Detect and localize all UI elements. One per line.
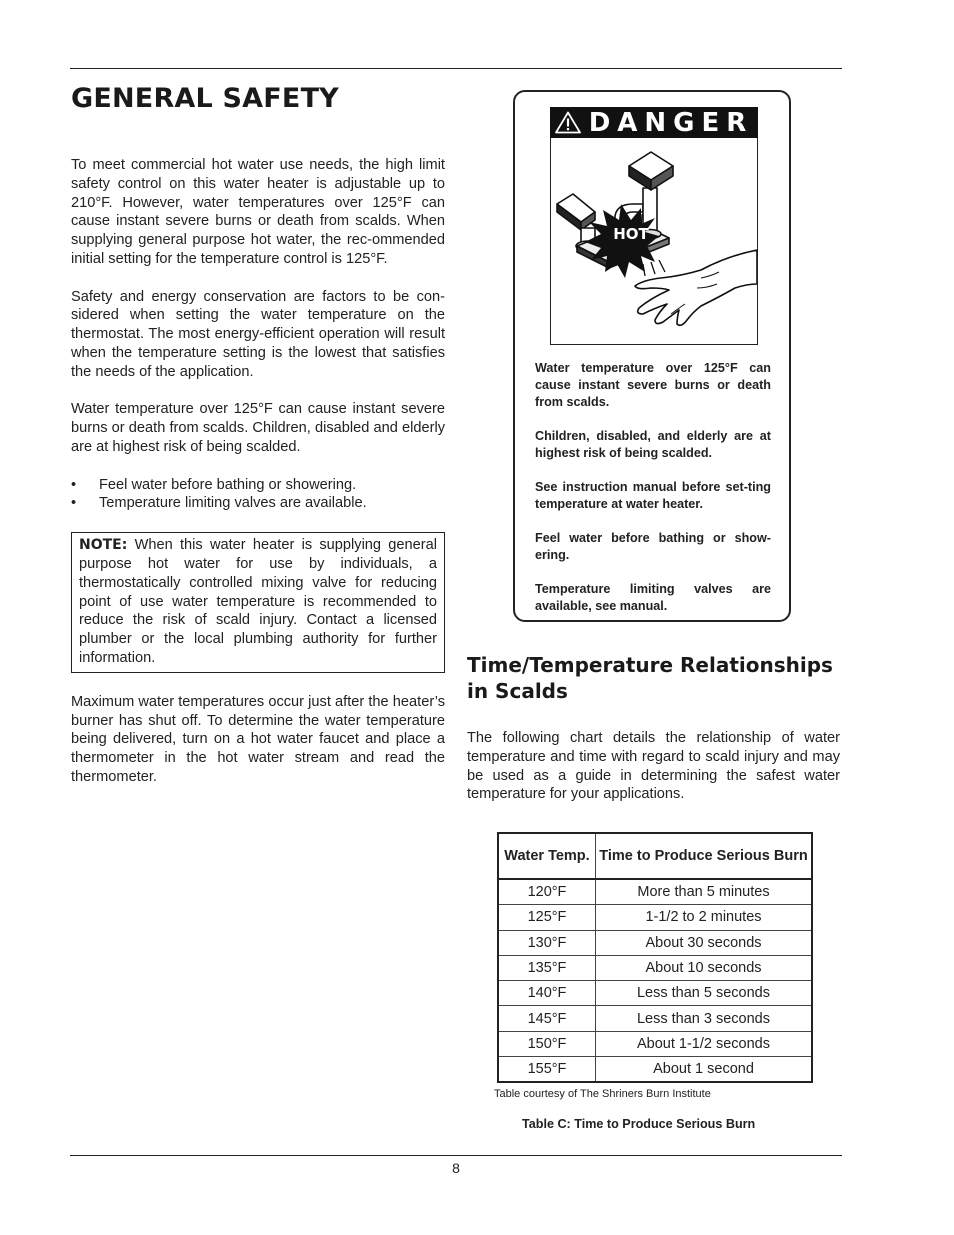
paragraph: Water temperature over 125°F can cause instant severe burns or death from scalds. Children, disabled and elderly are at highest risk of being scalded. — [71, 401, 445, 455]
section-intro: The following chart details the relationship of water temperature and time with regard to scald injury and may be used as a guide in determining the safest water temperature for your applications. — [467, 730, 840, 803]
danger-message: See instruction manual before set-ting temperature at water heater. — [535, 480, 771, 511]
time-cell: More than 5 minutes — [596, 879, 813, 905]
table-row — [498, 905, 812, 930]
note-box — [71, 532, 445, 673]
table-header-row — [498, 833, 812, 879]
page-number: 8 — [452, 1160, 460, 1176]
note-label: NOTE: — [79, 537, 128, 554]
header-rule — [70, 68, 842, 69]
table-row — [498, 930, 812, 955]
bullet-icon: • — [71, 495, 77, 512]
temp-cell: 150°F — [498, 1031, 596, 1056]
list-item-text: Temperature limiting valves are available. — [99, 495, 367, 512]
time-cell: About 10 seconds — [596, 955, 813, 980]
hot-label: HOT — [613, 225, 649, 243]
temp-cell: 125°F — [498, 905, 596, 930]
paragraph: Maximum water temperatures occur just after the heater’s burner has shut off. To determine the water temperature being delivered, turn on a hot water faucet and place a thermometer in the hot water stream and read the thermometer. — [71, 693, 445, 785]
footer-rule — [70, 1155, 842, 1156]
temp-cell: 145°F — [498, 1006, 596, 1031]
warning-triangle-icon — [555, 111, 581, 134]
page-title: GENERAL SAFETY — [71, 83, 339, 114]
scald-illustration — [550, 138, 758, 345]
temp-cell: 155°F — [498, 1057, 596, 1083]
danger-message: Children, disabled, and elderly are at highest risk of being scalded. — [535, 429, 771, 460]
left-column — [71, 156, 445, 806]
danger-message: Water temperature over 125°F can cause instant severe burns or death from scalds. — [535, 361, 771, 409]
table-row — [498, 1031, 812, 1056]
danger-messages — [535, 360, 771, 615]
temp-cell: 135°F — [498, 955, 596, 980]
column-header: Water Temp. — [498, 833, 596, 879]
paragraph: To meet commercial hot water use needs, the high limit safety control on this water heater is adjustable up to 210°F. However, water temperatures over 125°F can cause instant severe burns or death from scalds. When supplying general purpose hot water, the rec-ommended initial setting for the temperature control is 125°F. — [71, 157, 445, 267]
faucet-hand-illustration — [551, 138, 757, 344]
table-row — [498, 981, 812, 1006]
section-heading: Time/Temperature Relationships in Scalds — [467, 653, 833, 703]
list-item — [71, 494, 445, 513]
bullet-icon: • — [71, 476, 77, 493]
list-item-text: Feel water before bathing or showering. — [99, 476, 357, 493]
table-row — [498, 879, 812, 905]
table-row — [498, 1006, 812, 1031]
time-cell: About 1-1/2 seconds — [596, 1031, 813, 1056]
time-cell: About 1 second — [596, 1057, 813, 1083]
danger-message: Feel water before bathing or show-ering. — [535, 531, 771, 562]
table-row — [498, 1057, 812, 1083]
danger-header — [550, 107, 758, 138]
table-source-note: Table courtesy of The Shriners Burn Institute — [494, 1088, 711, 1100]
scald-table — [497, 832, 813, 1083]
table-caption: Table C: Time to Produce Serious Burn — [522, 1117, 756, 1131]
note-text: When this water heater is supplying general purpose hot water for use by individuals, a thermostatically controlled mixing valve for reducing point of use water temperature is recommended to reduce the risk of scald injury. Contact a licensed plumber or the local plumbing authority for further information. — [79, 537, 437, 666]
time-cell: 1-1/2 to 2 minutes — [596, 905, 813, 930]
temp-cell: 120°F — [498, 879, 596, 905]
paragraph: Safety and energy conservation are factors to be con-sidered when setting the water temperature on the thermostat. The most energy-efficient operation will result when the temperature setting is the lowest that satisfies the needs of the application. — [71, 288, 445, 380]
danger-label — [513, 90, 791, 622]
bullet-list — [71, 476, 445, 514]
temp-cell: 130°F — [498, 930, 596, 955]
time-cell: About 30 seconds — [596, 930, 813, 955]
time-cell: Less than 5 seconds — [596, 981, 813, 1006]
time-cell: Less than 3 seconds — [596, 1006, 813, 1031]
list-item — [71, 476, 445, 495]
danger-heading: DANGER — [588, 107, 754, 138]
table-row — [498, 955, 812, 980]
temp-cell: 140°F — [498, 981, 596, 1006]
danger-message: Temperature limiting valves are available, see manual. — [535, 582, 771, 613]
column-header: Time to Produce Serious Burn — [596, 833, 813, 879]
